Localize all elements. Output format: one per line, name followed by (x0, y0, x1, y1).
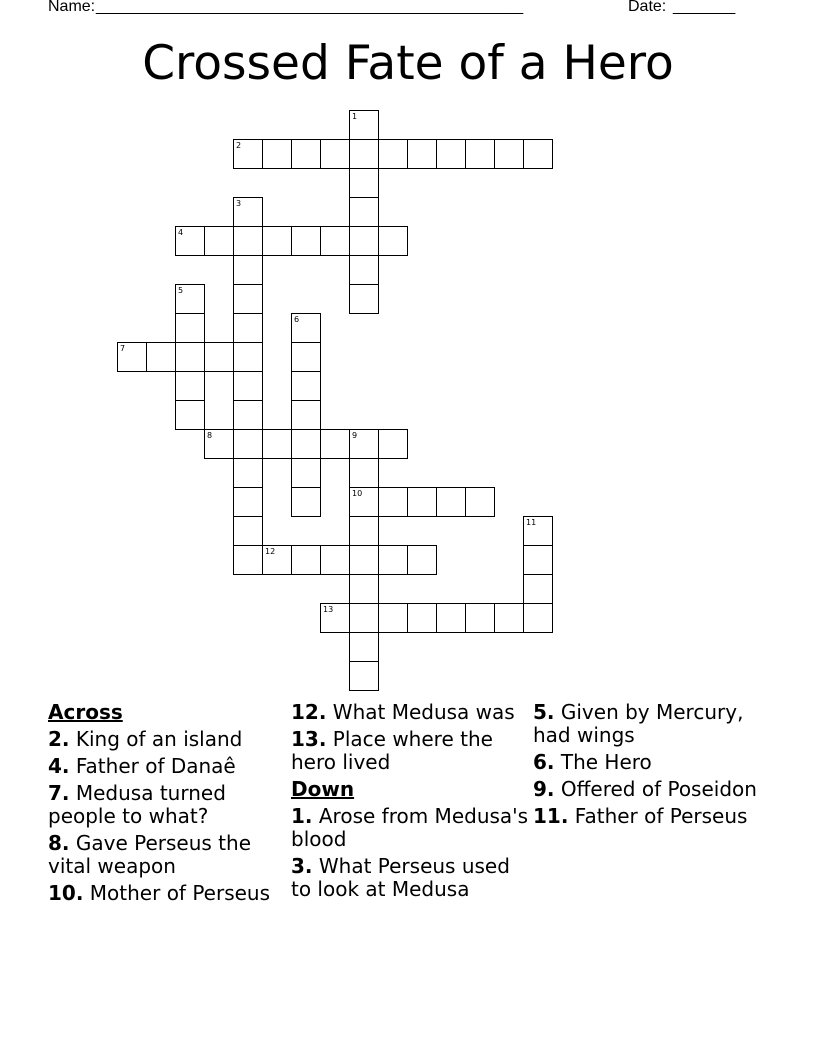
cell-number: 6 (294, 315, 300, 324)
grid-cell[interactable] (204, 429, 234, 459)
clue-text: Mother of Perseus (89, 881, 271, 905)
grid-cell[interactable] (378, 487, 408, 517)
grid-cell[interactable] (233, 139, 263, 169)
down-heading: Down (291, 777, 355, 801)
clue-text: Given by Mercury, had wings (533, 700, 744, 747)
clue-down-5 (533, 701, 773, 747)
grid-cell[interactable] (436, 487, 466, 517)
clue-number: 7. (48, 781, 70, 805)
grid-cell[interactable] (349, 284, 379, 314)
clue-down-11 (533, 805, 773, 828)
grid-cell[interactable] (233, 545, 263, 575)
grid-cell[interactable] (233, 226, 263, 256)
grid-cell[interactable] (436, 139, 466, 169)
clue-number: 10. (48, 881, 84, 905)
clue-number: 12. (291, 700, 327, 724)
cell-number: 7 (120, 344, 126, 353)
grid-cell[interactable] (523, 603, 553, 633)
name-field[interactable]: ________________________________________________ (96, 0, 524, 15)
clue-across-12 (291, 701, 531, 724)
grid-cell[interactable] (175, 226, 205, 256)
grid-cell[interactable] (523, 139, 553, 169)
grid-cell[interactable] (175, 400, 205, 430)
grid-cell[interactable] (407, 487, 437, 517)
grid-cell[interactable] (233, 429, 263, 459)
clue-text: What Perseus used to look at Medusa (291, 854, 510, 901)
grid-cell[interactable] (349, 139, 379, 169)
clue-text: Gave Perseus the vital weapon (48, 831, 252, 878)
clue-number: 3. (291, 854, 313, 878)
grid-cell[interactable] (233, 516, 263, 546)
cell-number: 10 (352, 489, 363, 498)
clue-text: King of an island (75, 727, 243, 751)
grid-cell[interactable] (233, 313, 263, 343)
grid-cell[interactable] (407, 139, 437, 169)
grid-cell[interactable] (378, 139, 408, 169)
cell-number: 8 (207, 431, 213, 440)
grid-cell[interactable] (378, 603, 408, 633)
grid-cell[interactable] (349, 168, 379, 198)
clue-text: Medusa turned people to what? (48, 781, 226, 828)
grid-cell[interactable] (262, 139, 292, 169)
grid-cell[interactable] (291, 139, 321, 169)
clue-text: Offered of Poseidon (560, 777, 757, 801)
clue-number: 4. (48, 754, 70, 778)
cell-number: 13 (323, 605, 334, 614)
cell-number: 4 (178, 228, 184, 237)
grid-cell[interactable] (117, 342, 147, 372)
clue-text: Arose from Medusa's blood (291, 804, 529, 851)
grid-cell[interactable] (291, 226, 321, 256)
clue-text: What Medusa was (332, 700, 515, 724)
date-label: Date: (628, 0, 667, 15)
across-heading: Across (48, 700, 123, 724)
grid-cell[interactable] (349, 516, 379, 546)
clue-text: The Hero (560, 750, 652, 774)
clue-across-4 (48, 755, 288, 778)
clue-across-10 (48, 882, 288, 905)
grid-cell[interactable] (349, 545, 379, 575)
puzzle-title: Crossed Fate of a Hero (142, 36, 674, 91)
grid-cell[interactable] (291, 545, 321, 575)
clue-down-1 (291, 805, 531, 851)
grid-cell[interactable] (320, 226, 350, 256)
name-label: Name: (48, 0, 96, 15)
clue-across-13 (291, 728, 531, 774)
grid-cell[interactable] (291, 487, 321, 517)
clue-number: 5. (533, 700, 555, 724)
cell-number: 2 (236, 141, 242, 150)
cell-number: 11 (526, 518, 537, 527)
grid-cell[interactable] (262, 429, 292, 459)
grid-cell[interactable] (146, 342, 176, 372)
grid-cell[interactable] (407, 545, 437, 575)
clue-number: 13. (291, 727, 327, 751)
grid-cell[interactable] (262, 545, 292, 575)
grid-cell[interactable] (494, 603, 524, 633)
clue-down-6 (533, 751, 773, 774)
grid-cell[interactable] (436, 603, 466, 633)
grid-cell[interactable] (291, 313, 321, 343)
clue-number: 8. (48, 831, 70, 855)
grid-cell[interactable] (407, 603, 437, 633)
clue-across-8 (48, 832, 288, 878)
grid-cell[interactable] (175, 284, 205, 314)
clue-number: 2. (48, 727, 70, 751)
grid-cell[interactable] (465, 139, 495, 169)
grid-cell[interactable] (349, 661, 379, 691)
grid-cell[interactable] (291, 400, 321, 430)
grid-cell[interactable] (349, 487, 379, 517)
grid-cell[interactable] (320, 545, 350, 575)
grid-cell[interactable] (175, 313, 205, 343)
grid-cell[interactable] (523, 545, 553, 575)
grid-cell[interactable] (349, 226, 379, 256)
cell-number: 3 (236, 199, 242, 208)
clue-number: 9. (533, 777, 555, 801)
grid-cell[interactable] (349, 429, 379, 459)
grid-cell[interactable] (320, 603, 350, 633)
cell-number: 1 (352, 112, 358, 121)
clue-number: 11. (533, 804, 569, 828)
grid-cell[interactable] (233, 400, 263, 430)
grid-cell[interactable] (378, 545, 408, 575)
clue-across-7 (48, 782, 288, 828)
grid-cell[interactable] (320, 429, 350, 459)
grid-cell[interactable] (349, 632, 379, 662)
grid-cell[interactable] (291, 371, 321, 401)
grid-cell[interactable] (233, 458, 263, 488)
grid-cell[interactable] (349, 603, 379, 633)
grid-cell[interactable] (291, 458, 321, 488)
clue-text: Father of Danaê (75, 754, 236, 778)
grid-cell[interactable] (233, 371, 263, 401)
grid-cell[interactable] (233, 255, 263, 285)
grid-cell[interactable] (523, 516, 553, 546)
grid-cell[interactable] (465, 603, 495, 633)
grid-cell[interactable] (349, 255, 379, 285)
grid-cell[interactable] (233, 197, 263, 227)
clue-number: 1. (291, 804, 313, 828)
grid-cell[interactable] (320, 139, 350, 169)
grid-cell[interactable] (204, 342, 234, 372)
grid-cell[interactable] (233, 342, 263, 372)
date-field[interactable]: _______ (673, 0, 736, 15)
grid-cell[interactable] (523, 574, 553, 604)
grid-cell[interactable] (233, 284, 263, 314)
grid-cell[interactable] (349, 574, 379, 604)
clue-down-9 (533, 778, 773, 801)
clue-across-2 (48, 728, 288, 751)
clue-column-3 (533, 701, 773, 832)
grid-cell[interactable] (378, 226, 408, 256)
grid-cell[interactable] (494, 139, 524, 169)
cell-number: 5 (178, 286, 184, 295)
grid-cell[interactable] (378, 429, 408, 459)
grid-cell[interactable] (349, 110, 379, 140)
grid-cell[interactable] (262, 226, 292, 256)
grid-cell[interactable] (349, 458, 379, 488)
grid-cell[interactable] (291, 429, 321, 459)
grid-cell[interactable] (291, 342, 321, 372)
clue-text: Place where the hero lived (291, 727, 493, 774)
clue-text: Father of Perseus (574, 804, 748, 828)
grid-cell[interactable] (175, 371, 205, 401)
grid-cell[interactable] (233, 487, 263, 517)
cell-number: 12 (265, 547, 276, 556)
clue-down-3 (291, 855, 531, 901)
grid-cell[interactable] (204, 226, 234, 256)
cell-number: 9 (352, 431, 358, 440)
clue-number: 6. (533, 750, 555, 774)
clue-column-2 (291, 701, 531, 905)
clue-column-1 (48, 701, 288, 909)
grid-cell[interactable] (349, 197, 379, 227)
grid-cell[interactable] (465, 487, 495, 517)
grid-cell[interactable] (175, 342, 205, 372)
